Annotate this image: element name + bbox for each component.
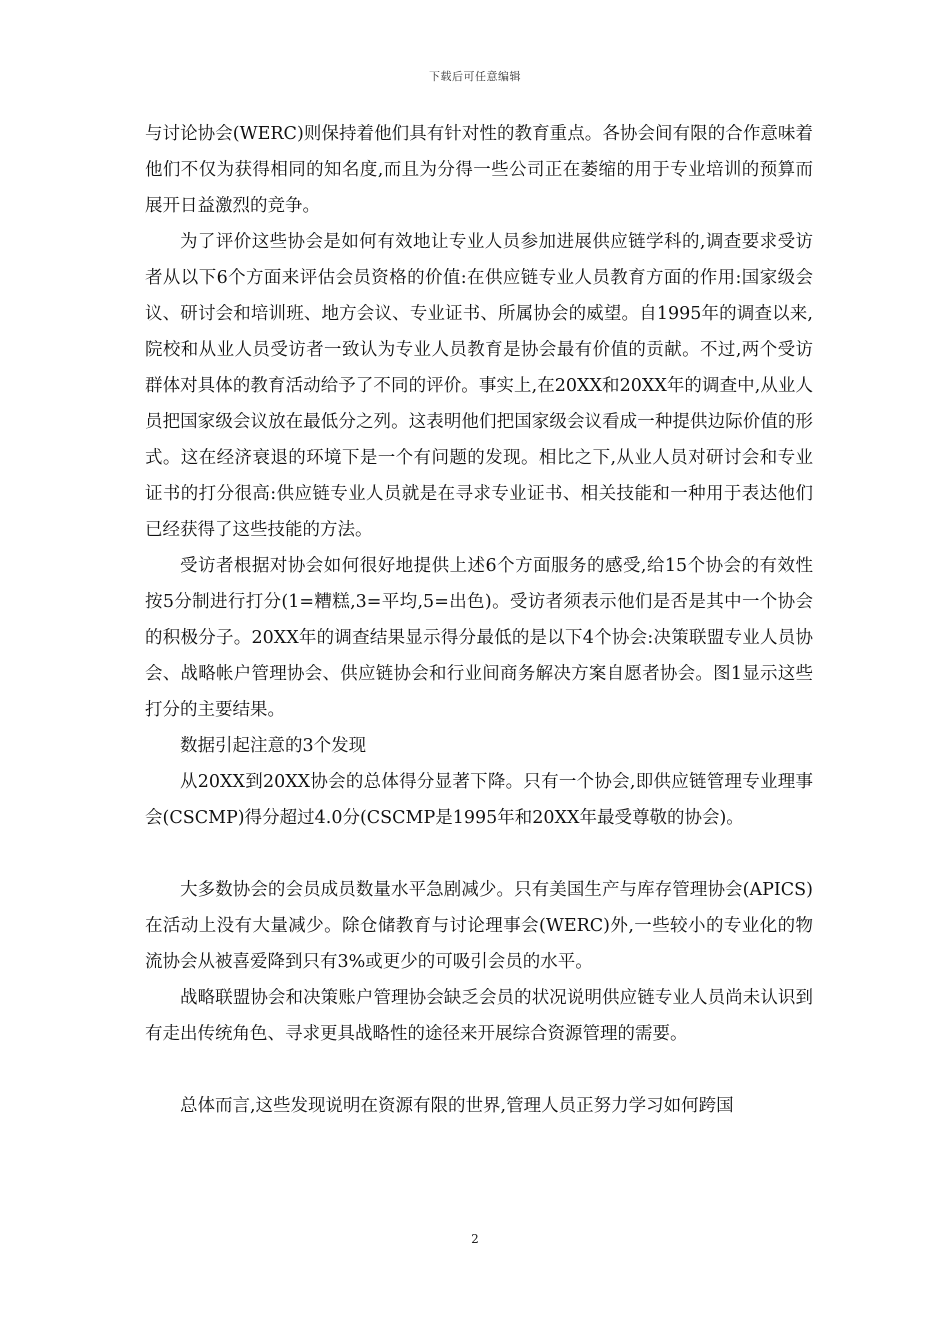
paragraph-finding-1: 从20XX到20XX协会的总体得分显著下降。只有一个协会,即供应链管理专业理事会(CSCMP)得分超过4.0分(CSCMP是1995年和20XX年最受尊敬的协会)。 (145, 772, 813, 828)
paragraph-evaluation-method: 为了评价这些协会是如何有效地让专业人员参加进展供应链学科的,调查要求受访者从以下6个方面来评估会员资格的价值:在供应链专业人员教育方面的作用:国家级会议、研讨会和培训班、地方会议、专业证书、所属协会的威望。自1995年的调查以来,院校和从业人员受访者一致认为专业人员教育是协会最有价值的贡献。不过,两个受访群体对具体的教育活动给予了不同的评价。事实上,在20XX和20XX年的调查中,从业人员把国家级会议放在最低分之列。这表明他们把国家级会议看成一种提供边际价值的形式。这在经济衰退的环境下是一个有问题的发现。相比之下,从业人员对研讨会和专业证书的打分很高:供应链专业人员就是在寻求专业证书、相关技能和一种用于表达他们已经获得了这些技能的方法。 (145, 232, 813, 540)
paragraph-finding-3: 战略联盟协会和决策账户管理协会缺乏会员的状况说明供应链专业人员尚未认识到有走出传统角色、寻求更具战略性的途径来开展综合资源管理的需要。 (145, 988, 813, 1044)
section-heading-findings: 数据引起注意的3个发现 (180, 736, 367, 756)
paragraph-finding-2: 大多数协会的会员成员数量水平急剧减少。只有美国生产与库存管理协会(APICS)在活动上没有大量减少。除仓储教育与讨论理事会(WERC)外,一些较小的专业化的物流协会从被喜爱降到只有3%或更少的可吸引会员的水平。 (145, 880, 813, 972)
paragraph-summary: 总体而言,这些发现说明在资源有限的世界,管理人员正努力学习如何跨国 (180, 1096, 734, 1116)
document-body (145, 116, 813, 1124)
paragraph-continuation: 与讨论协会(WERC)则保持着他们具有针对性的教育重点。各协会间有限的合作意味着他们不仅为获得相同的知名度,而且为分得一些公司正在萎缩的用于专业培训的预算而展开日益激烈的竞争。 (145, 124, 813, 216)
blank-line (145, 1052, 813, 1088)
paragraph-scoring: 受访者根据对协会如何很好地提供上述6个方面服务的感受,给15个协会的有效性按5分制进行打分(1=糟糕,3=平均,5=出色)。受访者须表示他们是否是其中一个协会的积极分子。20XX年的调查结果显示得分最低的是以下4个协会:决策联盟专业人员协会、战略帐户管理协会、供应链协会和行业间商务解决方案自愿者协会。图1显示这些打分的主要结果。 (145, 556, 813, 720)
page-number: 2 (471, 1232, 479, 1246)
blank-line (145, 836, 813, 872)
page-header: 下载后可任意编辑 (429, 70, 521, 83)
